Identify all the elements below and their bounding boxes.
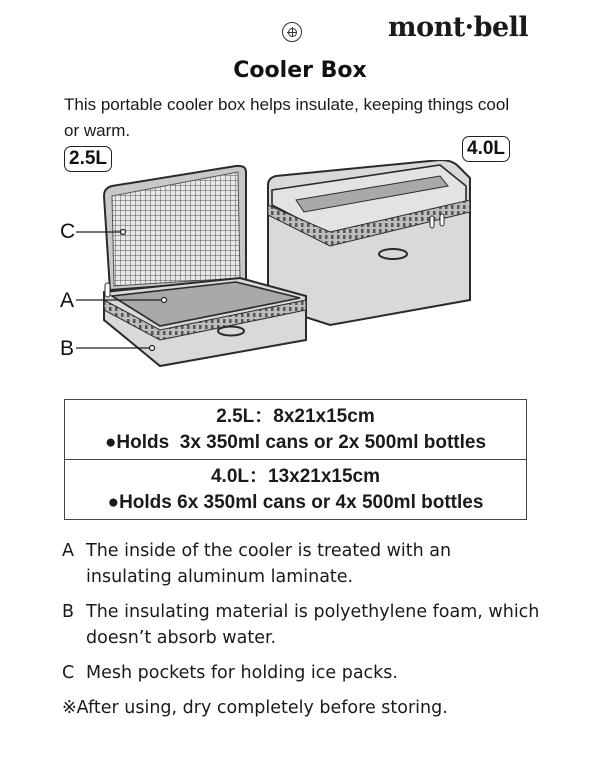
size-badge-large: 4.0L <box>462 136 510 162</box>
spec-row-large <box>65 459 526 519</box>
note-text: The insulating material is polyethylene foam, which doesn’t absorb water. <box>86 602 540 648</box>
note-text: The inside of the cooler is treated with an insulating aluminum laminate. <box>86 541 452 587</box>
caution-note <box>62 695 542 721</box>
reference-mark-icon: ※ <box>62 698 77 718</box>
intro-text: This portable cooler box helps insulate, keeping things cool or warm. <box>64 95 510 140</box>
note-b <box>62 599 542 651</box>
feature-notes <box>62 538 542 721</box>
note-a <box>62 538 542 590</box>
size-badge-small: 2.5L <box>64 146 112 172</box>
page-title: Cooler Box <box>233 58 367 83</box>
brand-logo: mont·bell <box>388 12 529 43</box>
spec-dimensions: 2.5L：8x21x15cm <box>216 406 375 427</box>
spec-table <box>64 399 527 520</box>
callout-a: A <box>60 289 75 312</box>
spec-capacity: ●Holds 6x 350ml cans or 4x 500ml bottles <box>107 492 484 513</box>
note-letter: B <box>62 602 75 622</box>
callout-b: B <box>60 337 75 360</box>
note-c <box>62 660 542 686</box>
cooler-illustration <box>40 160 560 380</box>
note-letter: A <box>62 541 74 561</box>
note-text: Mesh pockets for holding ice packs. <box>86 663 398 683</box>
caution-text: After using, dry completely before storing. <box>76 698 448 718</box>
callout-c: C <box>60 220 76 243</box>
note-letter: C <box>62 663 75 683</box>
spec-capacity: ●Holds 3x 350ml cans or 2x 500ml bottles <box>104 432 487 453</box>
spec-dimensions: 4.0L：13x21x15cm <box>210 466 380 487</box>
registration-mark-icon <box>282 22 302 42</box>
spec-row-small <box>65 400 526 459</box>
